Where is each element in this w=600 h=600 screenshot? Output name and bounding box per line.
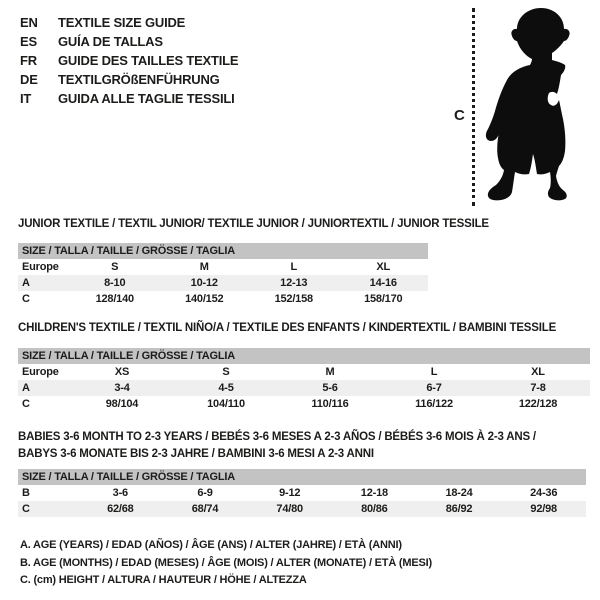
cell: 62/68 <box>107 503 134 515</box>
cell: XS <box>114 366 130 378</box>
cell: S <box>111 261 119 273</box>
size-header-bar: SIZE / TALLA / TAILLE / GRÖSSE / TAGLIA <box>18 469 586 485</box>
row-label: B <box>22 487 30 499</box>
cell: 18-24 <box>445 487 473 499</box>
cell: 86/92 <box>445 503 473 515</box>
height-measure-line <box>472 8 475 206</box>
language-code: ES <box>20 34 37 49</box>
table-row <box>18 396 590 412</box>
size-header-bar: SIZE / TALLA / TAILLE / GRÖSSE / TAGLIA <box>18 243 428 259</box>
cell: 140/152 <box>185 293 224 305</box>
cell: M <box>199 261 209 273</box>
cell: XL <box>531 366 545 378</box>
cell: 158/170 <box>364 293 403 305</box>
table-row <box>18 291 428 307</box>
language-title: TEXTILGRÖßENFÜHRUNG <box>58 72 220 87</box>
babies-size-table <box>18 429 586 517</box>
table-row <box>18 275 428 291</box>
cell: 92/98 <box>530 503 557 515</box>
children-size-table <box>18 322 590 412</box>
cell: 24-36 <box>530 487 558 499</box>
cell: S <box>222 366 230 378</box>
cell: 12-13 <box>280 277 308 289</box>
height-measure-label: C <box>454 107 465 124</box>
language-code: EN <box>20 15 38 30</box>
table-title: JUNIOR TEXTILE / TEXTIL JUNIOR/ TEXTILE JUNIOR / JUNIORTEXTIL / JUNIOR TESSILE <box>18 218 489 230</box>
cell: 74/80 <box>276 503 303 515</box>
row-label: C <box>22 293 30 305</box>
cell: 6-9 <box>197 487 213 499</box>
junior-size-table <box>18 218 489 307</box>
table-row <box>18 364 590 380</box>
table-title: CHILDREN'S TEXTILE / TEXTIL NIÑO/A / TEXTILE DES ENFANTS / KINDERTEXTIL / BAMBINI TESSILE <box>18 322 557 334</box>
cell: L <box>430 366 438 378</box>
cell: 98/104 <box>105 398 139 410</box>
cell: L <box>290 261 298 273</box>
legend-line-a: A. AGE (YEARS) / EDAD (AÑOS) / ÂGE (ANS) / ALTER (JAHRE) / ETÀ (ANNI) <box>20 539 402 551</box>
baby-figure <box>0 0 600 212</box>
language-title: TEXTILE SIZE GUIDE <box>58 15 186 30</box>
table-row <box>18 501 586 517</box>
cell: 8-10 <box>104 277 126 289</box>
language-code: IT <box>20 91 32 106</box>
row-label: A <box>22 382 30 394</box>
table-row <box>18 380 590 396</box>
cell: 80/86 <box>361 503 388 515</box>
cell: M <box>325 366 335 378</box>
cell: 3-4 <box>114 382 130 394</box>
cell: 68/74 <box>191 503 219 515</box>
language-code: FR <box>20 53 37 68</box>
cell: 110/116 <box>311 398 349 410</box>
table-title-line2: BABYS 3-6 MONATE BIS 2-3 JAHRE / BAMBINI 3-6 MESI A 2-3 ANNI <box>18 448 374 460</box>
legend-line-b: B. AGE (MONTHS) / EDAD (MESES) / ÂGE (MOIS) / ALTER (MONATE) / ETÀ (MESI) <box>20 556 432 569</box>
row-label: A <box>22 277 30 289</box>
legend <box>20 537 432 590</box>
cell: 9-12 <box>279 487 301 499</box>
legend-line-c: C. (cm) HEIGHT / ALTURA / HAUTEUR / HÖHE / ALTEZZA <box>20 574 307 586</box>
cell: 5-6 <box>322 382 338 394</box>
row-label: Europe <box>22 261 59 273</box>
row-label: C <box>22 398 30 410</box>
cell: 10-12 <box>190 277 218 289</box>
cell: 12-18 <box>360 487 388 499</box>
row-label: Europe <box>22 366 59 378</box>
baby-silhouette-icon <box>478 4 580 206</box>
language-title: GUÍA DE TALLAS <box>58 34 163 49</box>
language-title: GUIDE DES TAILLES TEXTILE <box>58 53 239 68</box>
cell: 3-6 <box>112 487 128 499</box>
cell: 7-8 <box>530 382 546 394</box>
language-title: GUIDA ALLE TAGLIE TESSILI <box>58 91 235 106</box>
cell: 128/140 <box>95 293 134 305</box>
table-row <box>18 485 586 501</box>
table-row <box>18 259 428 275</box>
cell: 6-7 <box>426 382 442 394</box>
table-title-line1: BABIES 3-6 MONTH TO 2-3 YEARS / BEBÉS 3-6 MESES A 2-3 AÑOS / BÉBÉS 3-6 MOIS À 2-3 ANS / <box>18 431 536 443</box>
cell: 122/128 <box>518 398 558 410</box>
cell: XL <box>376 261 391 273</box>
cell: 152/158 <box>274 293 313 305</box>
cell: 104/110 <box>207 398 245 410</box>
cell: 4-5 <box>218 382 234 394</box>
cell: 14-16 <box>369 277 397 289</box>
language-code: DE <box>20 72 38 87</box>
size-header-bar: SIZE / TALLA / TAILLE / GRÖSSE / TAGLIA <box>18 348 590 364</box>
cell: 116/122 <box>415 398 453 410</box>
row-label: C <box>22 503 30 515</box>
